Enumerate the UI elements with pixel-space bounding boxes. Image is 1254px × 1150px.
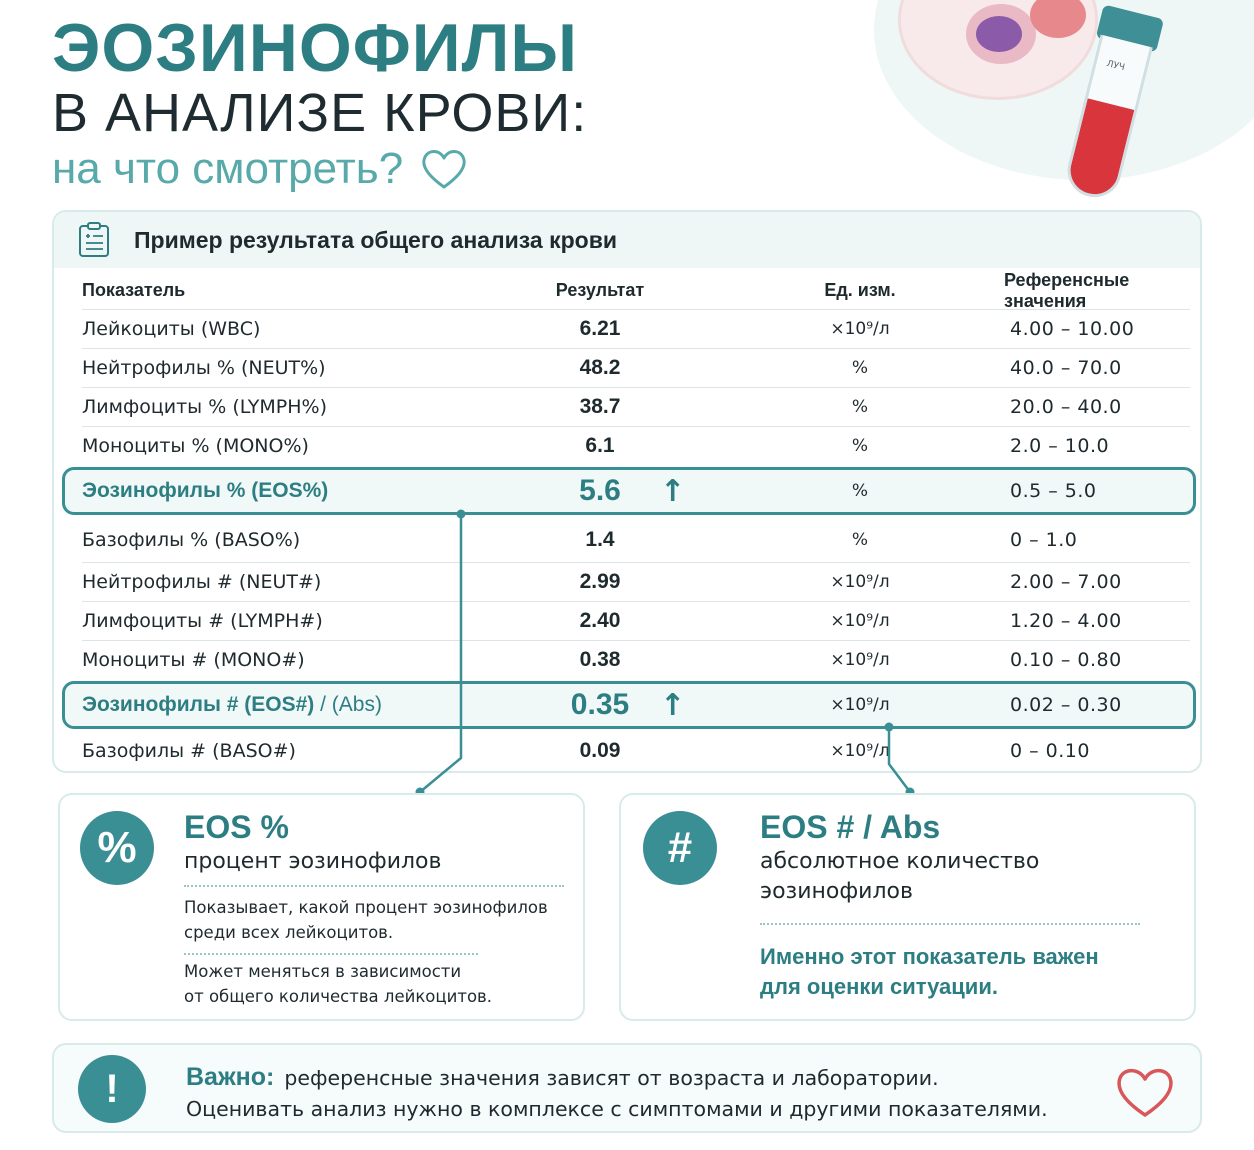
- exclamation-icon: !: [78, 1055, 146, 1123]
- info-strong-line: для оценки ситуации.: [760, 974, 998, 999]
- row-name: Моноциты % (MONO%): [82, 435, 309, 457]
- blood-test-card: [52, 210, 1202, 773]
- row-name: Эозинофилы % (EOS%): [82, 479, 329, 502]
- row-name-abs: / (Abs): [314, 693, 382, 716]
- row-result: 38.7: [579, 395, 621, 418]
- page-title: ЭОЗИНОФИЛЫ: [52, 10, 578, 86]
- info-title: EOS # / Abs: [760, 809, 941, 845]
- info-strong-line: Именно этот показатель важен: [760, 944, 1099, 969]
- info-subtitle-line: абсолютное количество: [760, 849, 1040, 874]
- info-text-1: [184, 895, 548, 945]
- row-result: 0.35: [570, 688, 630, 721]
- row-name: Лимфоциты % (LYMPH%): [82, 396, 328, 418]
- info-subtitle: [760, 847, 1039, 907]
- results-table: [82, 269, 1190, 771]
- row-ref: 0 – 1.0: [1010, 528, 1078, 551]
- note-line-2: Оценивать анализ нужно в комплексе с симптомами и другими показателями.: [186, 1097, 1048, 1121]
- row-result: 0.09: [579, 739, 621, 762]
- eosinophil-cell-illustration: [966, 4, 1036, 64]
- info-text-line: Может меняться в зависимости: [184, 962, 462, 981]
- row-name: [82, 693, 540, 717]
- row-name: Нейтрофилы % (NEUT%): [82, 357, 326, 379]
- row-ref: 0.10 – 0.80: [1010, 649, 1122, 671]
- table-row: [82, 641, 1190, 679]
- table-row: [82, 602, 1190, 641]
- card-title: Пример результата общего анализа крови: [134, 226, 617, 253]
- row-unit: ×10⁹/л: [830, 741, 890, 761]
- row-name: Лимфоциты # (LYMPH#): [82, 610, 323, 632]
- info-text-line: от общего количества лейкоцитов.: [184, 987, 493, 1006]
- row-name: Базофилы # (BASO#): [82, 740, 296, 762]
- row-ref: 1.20 – 4.00: [1010, 610, 1122, 632]
- row-unit: %: [851, 397, 869, 417]
- heart-outline-icon: [1114, 1065, 1176, 1119]
- info-card-eos-percent: [58, 793, 585, 1021]
- row-unit: ×10⁹/л: [830, 319, 890, 339]
- hash-icon: #: [643, 811, 717, 885]
- info-text-line: среди всех лейкоцитов.: [184, 923, 394, 942]
- row-ref: 2.00 – 7.00: [1010, 571, 1122, 593]
- row-ref: 0.5 – 5.0: [1010, 480, 1097, 502]
- row-ref: 0.02 – 0.30: [1010, 694, 1122, 716]
- question-text: на что смотреть?: [52, 144, 404, 193]
- table-row: [82, 731, 1190, 771]
- clipboard-icon: [78, 222, 110, 258]
- info-text-line: Показывает, какой процент эозинофилов: [184, 898, 548, 917]
- row-name-main: Эозинофилы # (EOS#): [82, 693, 315, 716]
- dotted-divider: [184, 953, 478, 955]
- table-row: [82, 388, 1190, 427]
- row-result: 0.38: [579, 648, 621, 671]
- table-header: [82, 269, 1190, 311]
- col-header-ref: Референсные значения: [1004, 269, 1130, 311]
- table-row: [82, 310, 1190, 349]
- row-ref: 20.0 – 40.0: [1010, 396, 1122, 418]
- table-row-highlighted: [82, 465, 1190, 517]
- table-row: [82, 563, 1190, 602]
- important-note: [52, 1043, 1202, 1133]
- table-row: [82, 517, 1190, 563]
- note-line-1: [186, 1063, 939, 1092]
- row-unit: ×10⁹/л: [830, 650, 890, 670]
- col-header-name: Показатель: [82, 280, 186, 300]
- page-question: [52, 142, 587, 196]
- dotted-divider: [184, 885, 564, 887]
- info-card-eos-abs: [619, 793, 1196, 1021]
- row-unit: %: [851, 436, 869, 456]
- info-title: EOS %: [184, 809, 289, 845]
- row-unit: %: [851, 529, 869, 550]
- row-ref: 0 – 0.10: [1010, 740, 1090, 762]
- page-header: [52, 10, 588, 196]
- note-text: референсные значения зависят от возраста и лаборатории.: [284, 1066, 939, 1090]
- table-row-highlighted: [82, 679, 1190, 731]
- col-header-unit: Ед. изм.: [824, 280, 896, 300]
- dotted-divider: [760, 923, 1140, 925]
- info-subtitle: процент эозинофилов: [184, 849, 442, 874]
- row-unit: ×10⁹/л: [830, 611, 890, 631]
- row-result: 48.2: [579, 356, 621, 379]
- arrow-up-icon: ↑: [660, 687, 686, 723]
- row-ref: 2.0 – 10.0: [1010, 435, 1110, 457]
- row-name: Моноциты # (MONO#): [82, 649, 305, 671]
- row-result: 1.4: [585, 527, 615, 551]
- row-ref: 4.00 – 10.00: [1010, 318, 1135, 340]
- row-result: 6.21: [579, 317, 621, 340]
- note-label: Важно:: [186, 1063, 275, 1091]
- info-subtitle-line: эозинофилов: [760, 879, 913, 904]
- row-result: 6.1: [585, 434, 615, 457]
- row-unit: ×10⁹/л: [830, 695, 890, 715]
- row-name: Лейкоциты (WBC): [82, 318, 261, 340]
- percent-icon: %: [80, 811, 154, 885]
- tube-label: ЛУЧ: [1105, 59, 1126, 74]
- row-unit: ×10⁹/л: [830, 572, 890, 592]
- row-ref: 40.0 – 70.0: [1010, 357, 1122, 379]
- row-result: 2.99: [579, 570, 621, 593]
- info-text-2: [184, 959, 492, 1009]
- table-row: [82, 427, 1190, 465]
- arrow-up-icon: ↑: [660, 473, 686, 509]
- card-header: [54, 212, 1200, 268]
- info-strong-text: [760, 942, 1099, 1002]
- row-unit: %: [851, 481, 869, 501]
- row-result: 5.6: [579, 474, 621, 507]
- page-subtitle: В АНАЛИЗЕ КРОВИ:: [52, 83, 588, 143]
- col-header-result: Результат: [555, 280, 645, 300]
- table-row: [82, 349, 1190, 388]
- row-unit: %: [851, 358, 869, 378]
- row-name: Базофилы % (BASO%): [82, 528, 301, 551]
- heart-outline-icon: [419, 147, 469, 191]
- row-result: 2.40: [579, 609, 621, 632]
- row-name: Нейтрофилы # (NEUT#): [82, 571, 322, 593]
